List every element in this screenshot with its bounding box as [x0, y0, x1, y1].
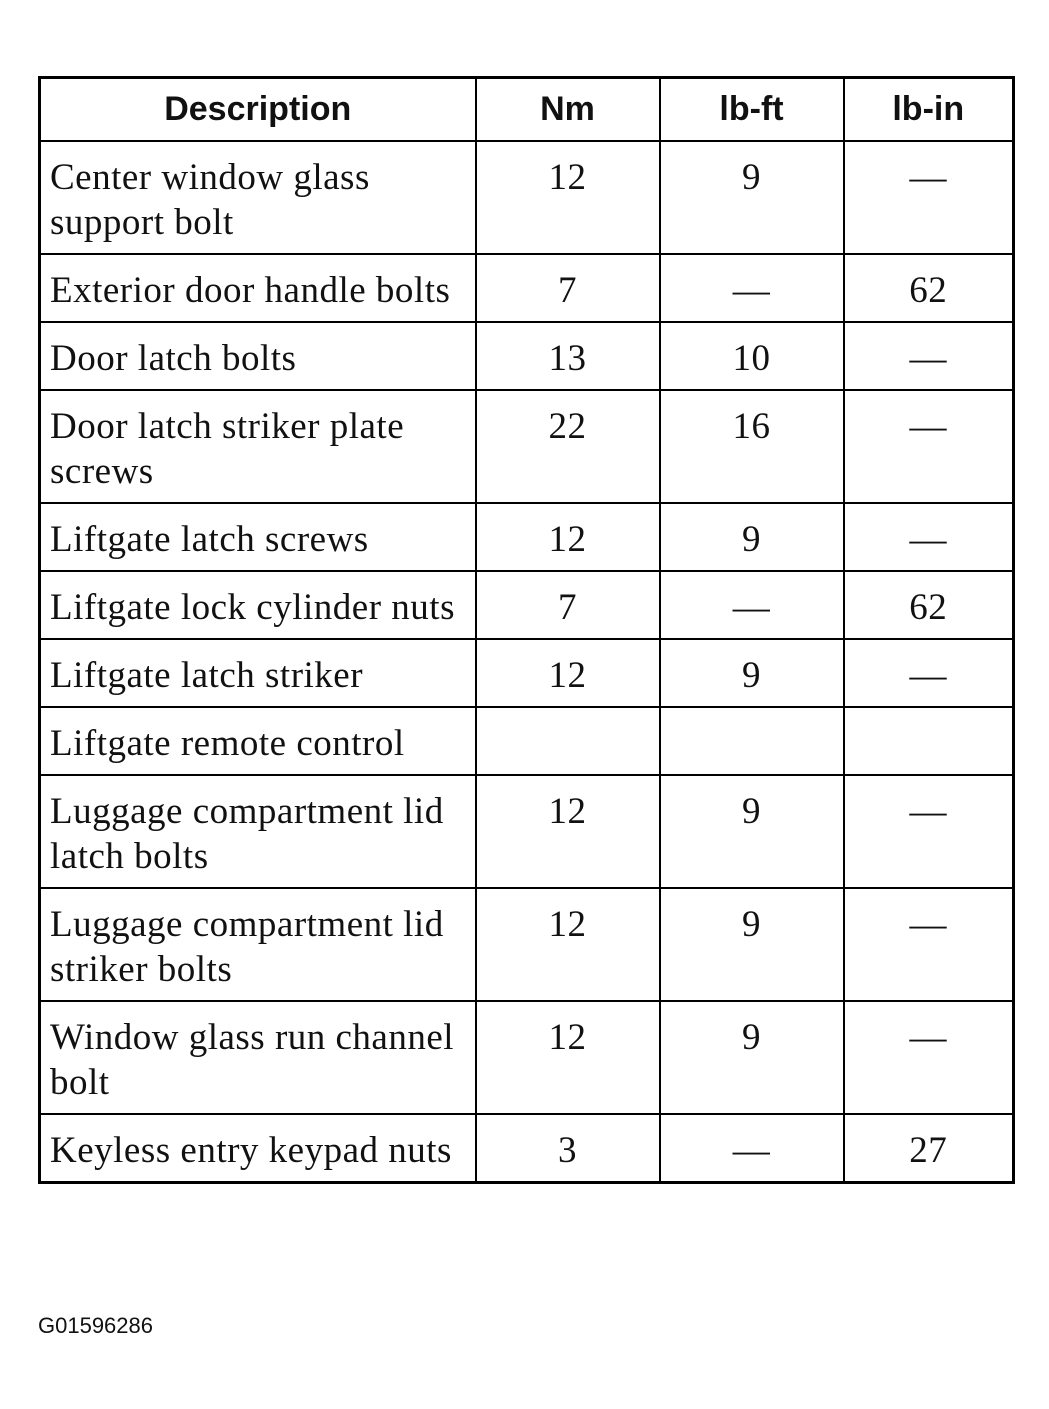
header-lbft: lb-ft — [660, 78, 844, 142]
description-cell: Liftgate latch striker — [40, 639, 476, 707]
nm-cell: 12 — [476, 888, 660, 1001]
nm-cell: 12 — [476, 1001, 660, 1114]
lbft-cell: — — [660, 254, 844, 322]
lbft-cell: 9 — [660, 775, 844, 888]
description-cell: Center window glass support bolt — [40, 141, 476, 254]
lbin-cell: — — [844, 503, 1014, 571]
table-row — [40, 390, 1014, 503]
lbft-cell: — — [660, 571, 844, 639]
description-cell: Luggage compartment lid latch bolts — [40, 775, 476, 888]
nm-cell: 12 — [476, 503, 660, 571]
lbft-cell: 9 — [660, 639, 844, 707]
lbft-cell: 9 — [660, 503, 844, 571]
lbin-cell: — — [844, 888, 1014, 1001]
lbft-cell: 10 — [660, 322, 844, 390]
torque-spec-table — [38, 76, 1015, 1184]
description-cell: Liftgate latch screws — [40, 503, 476, 571]
header-nm: Nm — [476, 78, 660, 142]
description-cell: Luggage compartment lid striker bolts — [40, 888, 476, 1001]
nm-cell: 7 — [476, 571, 660, 639]
table-row — [40, 1114, 1014, 1183]
lbin-cell: 27 — [844, 1114, 1014, 1183]
table-row — [40, 254, 1014, 322]
lbin-cell — [844, 707, 1014, 775]
table-row — [40, 888, 1014, 1001]
table-row — [40, 1001, 1014, 1114]
nm-cell: 12 — [476, 141, 660, 254]
table-row — [40, 141, 1014, 254]
description-cell: Keyless entry keypad nuts — [40, 1114, 476, 1183]
table-row — [40, 571, 1014, 639]
table-row — [40, 775, 1014, 888]
lbin-cell: — — [844, 1001, 1014, 1114]
figure-id: G01596286 — [38, 1313, 153, 1338]
description-cell: Door latch bolts — [40, 322, 476, 390]
lbin-cell: 62 — [844, 254, 1014, 322]
header-description: Description — [40, 78, 476, 142]
lbft-cell: 16 — [660, 390, 844, 503]
header-lbin: lb-in — [844, 78, 1014, 142]
lbin-cell: — — [844, 141, 1014, 254]
table-row — [40, 707, 1014, 775]
table-row — [40, 639, 1014, 707]
lbin-cell: — — [844, 775, 1014, 888]
lbft-cell: 9 — [660, 1001, 844, 1114]
table-row — [40, 503, 1014, 571]
lbin-cell: — — [844, 322, 1014, 390]
lbin-cell: — — [844, 390, 1014, 503]
description-cell: Exterior door handle bolts — [40, 254, 476, 322]
nm-cell: 3 — [476, 1114, 660, 1183]
nm-cell: 12 — [476, 639, 660, 707]
nm-cell: 22 — [476, 390, 660, 503]
table-row — [40, 322, 1014, 390]
lbft-cell: — — [660, 1114, 844, 1183]
nm-cell: 13 — [476, 322, 660, 390]
nm-cell: 7 — [476, 254, 660, 322]
lbft-cell — [660, 707, 844, 775]
lbin-cell: 62 — [844, 571, 1014, 639]
lbft-cell: 9 — [660, 141, 844, 254]
nm-cell — [476, 707, 660, 775]
table-header-row — [40, 78, 1014, 142]
description-cell: Liftgate lock cylinder nuts — [40, 571, 476, 639]
nm-cell: 12 — [476, 775, 660, 888]
description-cell: Door latch striker plate screws — [40, 390, 476, 503]
description-cell: Window glass run channel bolt — [40, 1001, 476, 1114]
description-cell: Liftgate remote control — [40, 707, 476, 775]
lbin-cell: — — [844, 639, 1014, 707]
lbft-cell: 9 — [660, 888, 844, 1001]
